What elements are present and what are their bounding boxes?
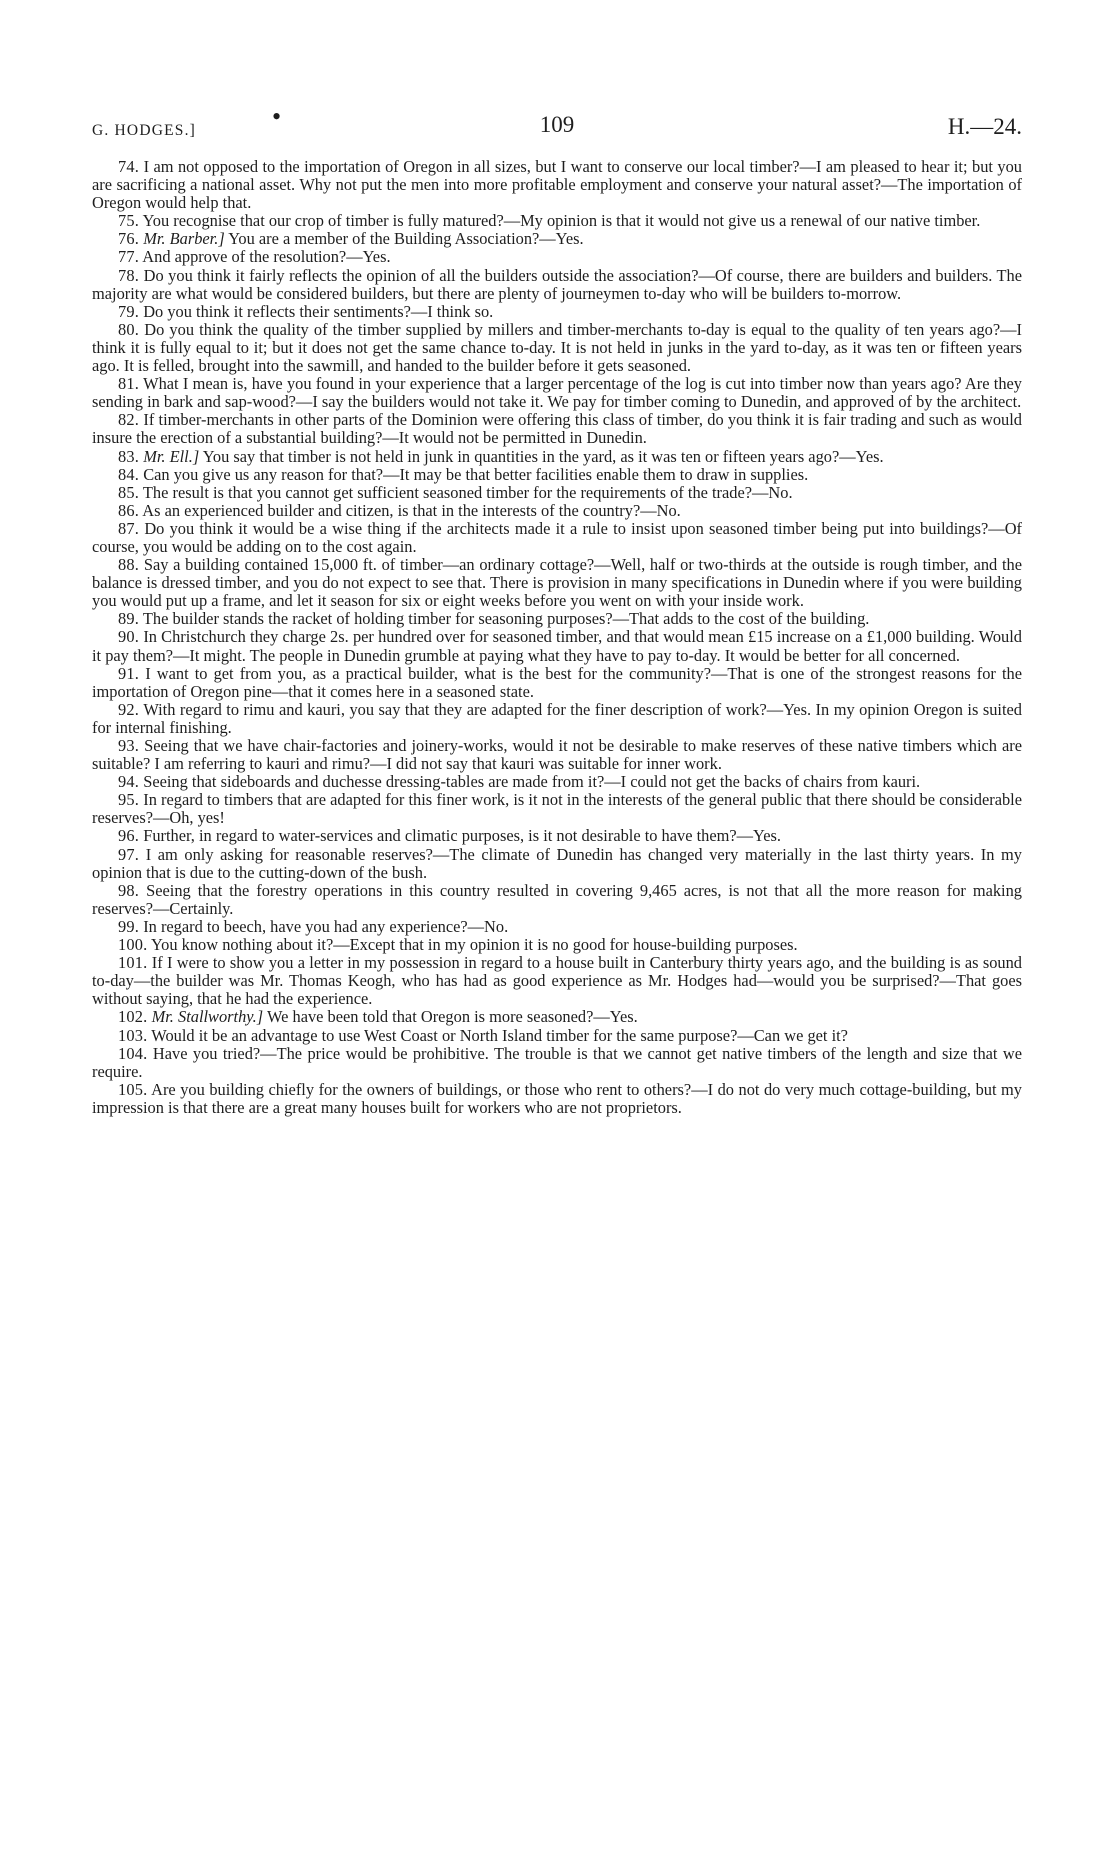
paragraph: [92, 737, 1022, 773]
paragraph: [92, 610, 1022, 628]
paragraph-number: 90.: [118, 627, 140, 647]
witness-name: G. HODGES.]: [92, 122, 197, 139]
paragraph-text: Further, in regard to water-services and climatic purposes, is it not desirable to have them?—Yes.: [143, 826, 781, 846]
paragraph: [92, 628, 1022, 664]
paragraph: [92, 936, 1022, 954]
paragraph-text: Would it be an advantage to use West Coast or North Island timber for the same purpose?—Can we get it?: [151, 1025, 848, 1045]
paragraph-text: I am only asking for reasonable reserves?—The climate of Dunedin has changed very materially in the last thirty years. In my opinion that is due to the cutting-down of the bush.: [92, 844, 1022, 882]
paragraph-number: 79.: [118, 301, 140, 321]
paragraph-number: 74.: [118, 157, 140, 176]
document-body: [92, 158, 1022, 1117]
paragraph-text: With regard to rimu and kauri, you say that they are adapted for the finer description of work?—Yes. In my opinion Oregon is suited for internal finishing.: [92, 699, 1022, 737]
paragraph-number: 93.: [118, 736, 140, 755]
paragraph-text: You know nothing about it?—Except that in my opinion it is no good for house-building purposes.: [150, 935, 798, 955]
paragraph-number: 85.: [118, 482, 140, 502]
paragraph-text: The builder stands the racket of holding timber for seasoning purposes?—That adds to the cost of the building.: [142, 609, 870, 629]
paragraph-number: 86.: [118, 500, 140, 520]
paragraph-text: Say a building contained 15,000 ft. of timber—an ordinary cottage?—Well, half or two-thirds at the outside is rough timber, and the balance is dressed timber, and you do not expect to see that. There is provision in many specifications in Dunedin where if you were building you would put up a frame, and let it season for six or eight weeks before you went on with your inside work.: [92, 555, 1022, 611]
paragraph: [92, 411, 1022, 447]
paragraph-text: Do you think it fairly reflects the opinion of all the builders outside the association?—Of course, there are builders and builders. The majority are what would be considered builders, but there are plenty of journeymen to-day who will be builders to-morrow.: [92, 265, 1022, 303]
paragraph: [92, 882, 1022, 918]
paragraph: [92, 1081, 1022, 1117]
paragraph-text: In Christchurch they charge 2s. per hundred over for seasoned timber, and that would mean £15 increase on a £1,000 building. Would it pay them?—It might. The people in Dunedin grumble at paying what they have to pay to-day. It would be better for all concerned.: [92, 627, 1022, 665]
paragraph-number: 77.: [118, 247, 140, 267]
paragraph: [92, 321, 1022, 375]
paragraph-number: 92.: [118, 699, 140, 719]
paragraph-text: Are you building chiefly for the owners of buildings, or those who rent to others?—I do not do very much cottage-building, but my impression is that there are a great many houses built for workers who are not proprietors.: [92, 1079, 1022, 1117]
speaker-label: Mr. Ell.]: [143, 446, 200, 466]
paragraph-text: As an experienced builder and citizen, is that in the interests of the country?—No.: [142, 500, 681, 520]
paragraph: [92, 484, 1022, 502]
paragraph-number: 101.: [118, 953, 148, 973]
paragraph: [92, 665, 1022, 701]
paragraph-text: I am not opposed to the importation of Oregon in all sizes, but I want to conserve our local timber?—I am pleased to hear it; but you are sacrificing a national asset. Why not put the men into more profitable employment and conserve your natural asset?—The importation of Oregon would help that.: [92, 157, 1022, 213]
paragraph: [92, 846, 1022, 882]
paragraph-text: Have you tried?—The price would be prohibitive. The trouble is that we cannot get native timbers of the length and size that we require.: [92, 1043, 1022, 1081]
paragraph-number: 99.: [118, 916, 140, 936]
paragraph-number: 84.: [118, 464, 140, 484]
paragraph-text: You are a member of the Building Association?—Yes.: [228, 229, 584, 249]
paragraph-number: 75.: [118, 211, 140, 231]
paragraph-text: If timber-merchants in other parts of the Dominion were offering this class of timber, do you think it is fair trading and such as would insure the erection of a substantial building?—It would not be permitted in Dunedin.: [92, 410, 1022, 448]
paragraph-text: Can you give us any reason for that?—It may be that better facilities enable them to draw in supplies.: [143, 464, 809, 484]
paragraph: [92, 556, 1022, 610]
speaker-label: Mr. Barber.]: [143, 229, 225, 249]
paragraph-number: 102.: [118, 1007, 148, 1027]
document-reference: H.—24.: [947, 114, 1022, 139]
paragraph: [92, 791, 1022, 827]
paragraph: [92, 954, 1022, 1008]
paragraph: [92, 701, 1022, 737]
paragraph-number: 97.: [118, 844, 140, 864]
paragraph-number: 91.: [118, 663, 140, 683]
paragraph-text: If I were to show you a letter in my possession in regard to a house built in Canterbury thirty years ago, and the building is as sound to-day—the builder was Mr. Thomas Keogh, who has had as good experience as Mr. Hodges had—would you be surprised?—That goes without saying, that he had the experience.: [92, 953, 1022, 1009]
paragraph-number: 104.: [118, 1043, 148, 1063]
page-number: 109: [539, 112, 575, 137]
paragraph-text: Seeing that sideboards and duchesse dressing-tables are made from it?—I could not get the backs of chairs from kauri.: [143, 772, 921, 792]
paragraph-number: 81.: [118, 374, 140, 394]
paragraph-number: 96.: [118, 826, 140, 846]
paragraph-text: Seeing that we have chair-factories and joinery-works, would it not be desirable to make reserves of these native timbers which are suitable? I am referring to kauri and rimu?—I did not say that kauri was suitable for inner work.: [92, 736, 1022, 774]
paragraph: [92, 212, 1022, 230]
paragraph-text: In regard to beech, have you had any experience?—No.: [143, 916, 509, 936]
paragraph-number: 78.: [118, 265, 140, 285]
paragraph-text: The result is that you cannot get sufficient seasoned timber for the requirements of the trade?—No.: [142, 482, 793, 502]
paragraph-number: 95.: [118, 790, 140, 810]
paragraph: [92, 520, 1022, 556]
paragraph-number: 105.: [118, 1079, 148, 1099]
paragraph-number: 94.: [118, 772, 140, 792]
paragraph-number: 87.: [118, 518, 140, 538]
paragraph-number: 98.: [118, 880, 140, 900]
paragraph-text: Do you think the quality of the timber supplied by millers and timber-merchants to-day is equal to the quality of ten years ago?—I think it is fully equal to it; but it does not get the same chance to-day. It is not held in junks in the yard to-day, as it was ten or fifteen years ago. It is felled, brought into the sawmill, and handed to the builder before it gets seasoned.: [92, 319, 1022, 376]
paragraph: [92, 230, 1022, 248]
paragraph: [92, 1027, 1022, 1045]
paragraph-number: 88.: [118, 555, 140, 575]
paragraph: [92, 375, 1022, 411]
paragraph: [92, 1008, 1022, 1026]
paragraph: [92, 918, 1022, 936]
paragraph-text: Do you think it would be a wise thing if the architects made it a rule to insist upon seasoned timber being put into buildings?—Of course, you would be adding on to the cost again.: [92, 518, 1022, 556]
paragraph-text: You say that timber is not held in junk in quantities in the yard, as it was ten or fifteen years ago?—Yes.: [202, 446, 884, 466]
paragraph: [92, 267, 1022, 303]
paragraph: [92, 248, 1022, 266]
paragraph-text: In regard to timbers that are adapted for this finer work, is it not in the interests of the general public that there should be considerable reserves?—Oh, yes!: [92, 790, 1022, 828]
paragraph-number: 103.: [118, 1025, 148, 1045]
paragraph-text: We have been told that Oregon is more seasoned?—Yes.: [266, 1007, 638, 1027]
paragraph: [92, 827, 1022, 845]
paragraph-number: 100.: [118, 935, 148, 955]
paragraph: [92, 773, 1022, 791]
paragraph: [92, 502, 1022, 520]
printing-speck: •: [272, 102, 282, 131]
paragraph: [92, 1045, 1022, 1081]
paragraph: [92, 303, 1022, 321]
paragraph-number: 83.: [118, 446, 140, 466]
paragraph-number: 89.: [118, 609, 140, 629]
paragraph-number: 76.: [118, 229, 140, 249]
paragraph-text: Do you think it reflects their sentiments?—I think so.: [143, 301, 494, 321]
paragraph-text: I want to get from you, as a practical builder, what is the best for the community?—That is one of the strongest reasons for the importation of Oregon pine—that it comes here in a seasoned state.: [92, 663, 1022, 701]
paragraph-text: Seeing that the forestry operations in this country resulted in covering 9,465 acres, is not that all the more reason for making reserves?—Certainly.: [92, 880, 1022, 918]
paragraph-text: What I mean is, have you found in your experience that a larger percentage of the log is cut into timber now than years ago? Are they sending in bark and sap-wood?—I say the builders would not take it. We pay for timber coming to Dunedin, and approved of by the architect.: [92, 374, 1022, 412]
paragraph-text: You recognise that our crop of timber is fully matured?—My opinion is that it would not give us a renewal of our native timber.: [142, 211, 981, 231]
paragraph: [92, 466, 1022, 484]
paragraph-number: 82.: [118, 410, 140, 430]
speaker-label: Mr. Stallworthy.]: [151, 1007, 264, 1027]
paragraph-number: 80.: [118, 319, 140, 339]
paragraph: [92, 448, 1022, 466]
paragraph: [92, 158, 1022, 212]
page-header: [92, 102, 1022, 158]
paragraph-text: And approve of the resolution?—Yes.: [142, 247, 391, 267]
